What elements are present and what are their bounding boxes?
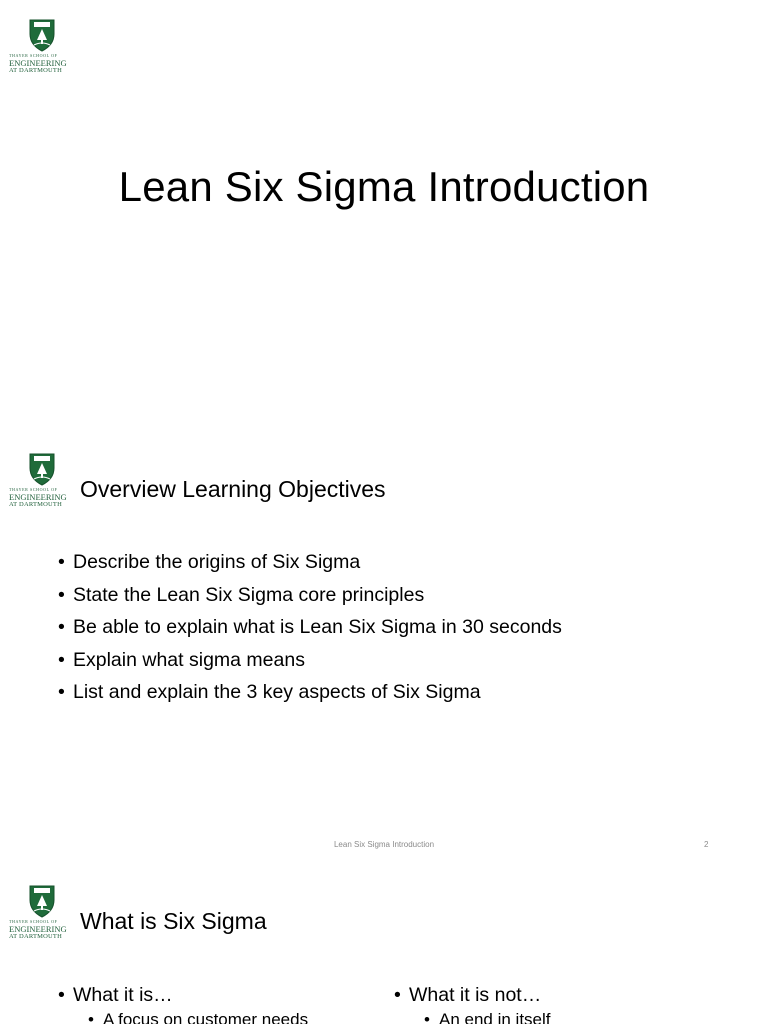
logo-line-1: THAYER SCHOOL OF xyxy=(9,487,58,492)
slide-what-is-six-sigma xyxy=(0,864,768,1024)
what-it-is-not-column xyxy=(394,982,551,1024)
slide-footer: Lean Six Sigma Introduction xyxy=(333,840,435,849)
presentation-title: Lean Six Sigma Introduction xyxy=(118,163,650,210)
list-item: • A focus on customer needs xyxy=(88,1008,308,1024)
column-heading: • What it is… xyxy=(58,982,308,1008)
logo-line-3: AT DARTMOUTH xyxy=(9,500,62,508)
slide-title xyxy=(0,0,768,432)
logo-line-2: ENGINEERING xyxy=(9,924,67,934)
list-item: • Explain what sigma means xyxy=(58,644,562,677)
what-it-is-column xyxy=(58,982,308,1024)
logo-line-1: THAYER SCHOOL OF xyxy=(9,919,58,924)
logo-wordmark xyxy=(8,920,76,940)
thayer-logo xyxy=(8,452,76,512)
slide-learning-objectives xyxy=(0,432,768,864)
thayer-logo xyxy=(8,18,76,78)
thayer-logo xyxy=(8,884,76,944)
logo-line-2: ENGINEERING xyxy=(9,58,67,68)
list-item: • Be able to explain what is Lean Six Sigma in 30 seconds xyxy=(58,611,562,644)
shield-icon xyxy=(28,452,56,486)
slide-heading: What is Six Sigma xyxy=(80,908,267,934)
list-item: • Describe the origins of Six Sigma xyxy=(58,546,562,579)
shield-icon xyxy=(28,884,56,918)
shield-icon xyxy=(28,18,56,52)
list-item: • List and explain the 3 key aspects of Six Sigma xyxy=(58,676,562,709)
logo-line-3: AT DARTMOUTH xyxy=(9,932,62,940)
objectives-list xyxy=(58,546,562,709)
logo-wordmark xyxy=(8,488,76,508)
column-heading: • What it is not… xyxy=(394,982,551,1008)
slide-heading: Overview Learning Objectives xyxy=(80,476,386,502)
logo-line-2: ENGINEERING xyxy=(9,492,67,502)
list-item: • An end in itself xyxy=(424,1008,551,1024)
what-it-is-not-list xyxy=(394,1008,551,1024)
list-item: • State the Lean Six Sigma core principles xyxy=(58,579,562,612)
logo-line-1: THAYER SCHOOL OF xyxy=(9,53,58,58)
logo-line-3: AT DARTMOUTH xyxy=(9,66,62,74)
page-number: 2 xyxy=(704,840,709,849)
what-it-is-list xyxy=(58,1008,308,1024)
logo-wordmark xyxy=(8,54,76,74)
